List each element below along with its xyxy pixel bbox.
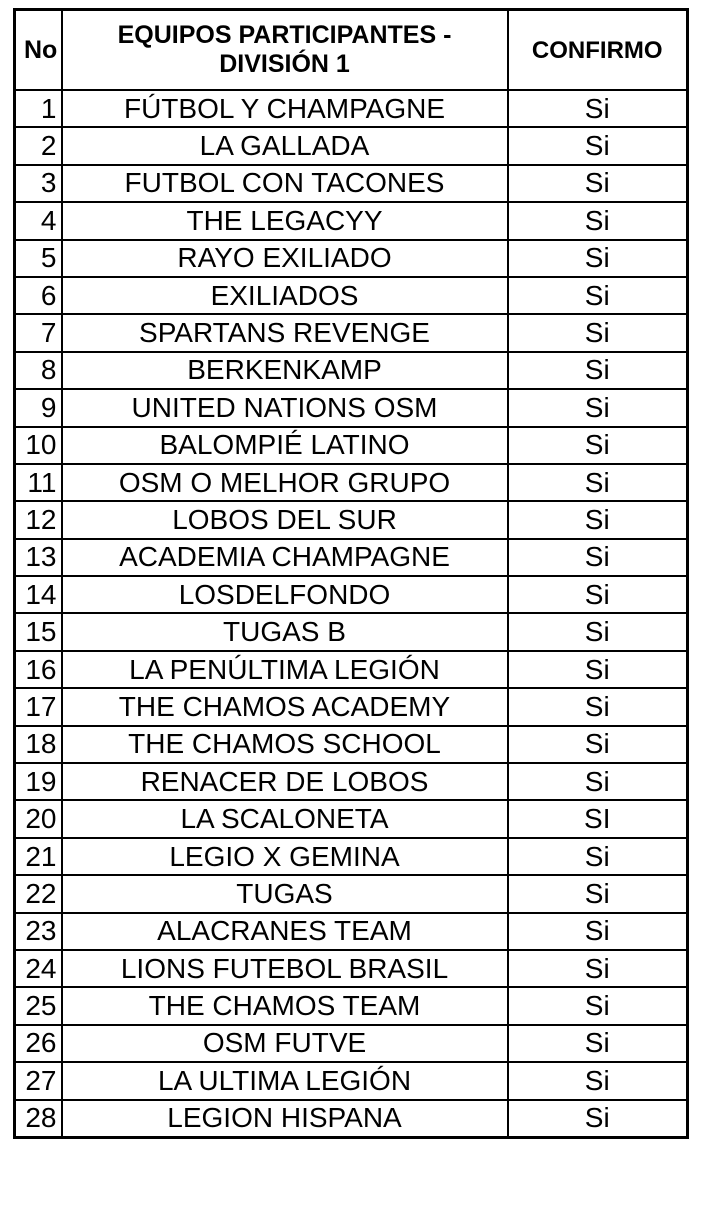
row-number: 27	[15, 1062, 62, 1099]
table-row	[15, 576, 688, 613]
confirm-status: Si	[508, 165, 688, 202]
confirm-status: Si	[508, 202, 688, 239]
row-number: 24	[15, 950, 62, 987]
row-number: 8	[15, 352, 62, 389]
teams-table	[13, 8, 689, 1139]
table-row	[15, 165, 688, 202]
confirm-status: Si	[508, 987, 688, 1024]
confirm-status: Si	[508, 240, 688, 277]
confirm-status: Si	[508, 314, 688, 351]
row-number: 12	[15, 501, 62, 538]
confirm-status: Si	[508, 1062, 688, 1099]
table-row	[15, 613, 688, 650]
confirm-status: Si	[508, 352, 688, 389]
row-number: 21	[15, 838, 62, 875]
team-name: THE CHAMOS TEAM	[62, 987, 508, 1024]
team-name: THE CHAMOS ACADEMY	[62, 688, 508, 725]
row-number: 18	[15, 726, 62, 763]
table-row	[15, 688, 688, 725]
confirm-status: Si	[508, 1100, 688, 1138]
table-row	[15, 763, 688, 800]
table-row	[15, 651, 688, 688]
team-name: THE LEGACYY	[62, 202, 508, 239]
header-row	[15, 10, 688, 91]
team-name: THE CHAMOS SCHOOL	[62, 726, 508, 763]
row-number: 23	[15, 913, 62, 950]
team-name: LA PENÚLTIMA LEGIÓN	[62, 651, 508, 688]
table-row	[15, 987, 688, 1024]
row-number: 17	[15, 688, 62, 725]
team-name: LA SCALONETA	[62, 800, 508, 837]
table-row	[15, 352, 688, 389]
row-number: 13	[15, 539, 62, 576]
confirm-status: Si	[508, 838, 688, 875]
row-number: 19	[15, 763, 62, 800]
team-name: BALOMPIÉ LATINO	[62, 427, 508, 464]
team-name: LEGIO X GEMINA	[62, 838, 508, 875]
team-name: LA ULTIMA LEGIÓN	[62, 1062, 508, 1099]
table-row	[15, 800, 688, 837]
table-row	[15, 501, 688, 538]
header-team: EQUIPOS PARTICIPANTES - DIVISIÓN 1	[62, 10, 508, 91]
team-name: OSM FUTVE	[62, 1025, 508, 1062]
row-number: 2	[15, 127, 62, 164]
team-name: ALACRANES TEAM	[62, 913, 508, 950]
header-confirm: CONFIRMO	[508, 10, 688, 91]
team-name: TUGAS B	[62, 613, 508, 650]
confirm-status: Si	[508, 576, 688, 613]
confirm-status: Si	[508, 277, 688, 314]
table-row	[15, 1025, 688, 1062]
row-number: 5	[15, 240, 62, 277]
row-number: 16	[15, 651, 62, 688]
confirm-status: Si	[508, 613, 688, 650]
row-number: 7	[15, 314, 62, 351]
team-name: UNITED NATIONS OSM	[62, 389, 508, 426]
team-name: SPARTANS REVENGE	[62, 314, 508, 351]
row-number: 25	[15, 987, 62, 1024]
table-row	[15, 240, 688, 277]
row-number: 11	[15, 464, 62, 501]
confirm-status: Si	[508, 90, 688, 127]
row-number: 3	[15, 165, 62, 202]
team-name: ACADEMIA CHAMPAGNE	[62, 539, 508, 576]
row-number: 15	[15, 613, 62, 650]
row-number: 4	[15, 202, 62, 239]
row-number: 6	[15, 277, 62, 314]
confirm-status: Si	[508, 501, 688, 538]
table-row	[15, 389, 688, 426]
confirm-status: Si	[508, 427, 688, 464]
confirm-status: Si	[508, 464, 688, 501]
table-row	[15, 913, 688, 950]
row-number: 14	[15, 576, 62, 613]
team-name: FUTBOL CON TACONES	[62, 165, 508, 202]
team-name: OSM O MELHOR GRUPO	[62, 464, 508, 501]
team-name: LEGION HISPANA	[62, 1100, 508, 1138]
table-row	[15, 838, 688, 875]
row-number: 10	[15, 427, 62, 464]
confirm-status: Si	[508, 763, 688, 800]
team-name: RENACER DE LOBOS	[62, 763, 508, 800]
row-number: 1	[15, 90, 62, 127]
team-name: LIONS FUTEBOL BRASIL	[62, 950, 508, 987]
confirm-status: Si	[508, 688, 688, 725]
confirm-status: Si	[508, 950, 688, 987]
header-no: No	[15, 10, 62, 91]
table-row	[15, 427, 688, 464]
row-number: 28	[15, 1100, 62, 1138]
team-name: RAYO EXILIADO	[62, 240, 508, 277]
table-row	[15, 726, 688, 763]
confirm-status: Si	[508, 875, 688, 912]
table-row	[15, 1062, 688, 1099]
row-number: 26	[15, 1025, 62, 1062]
team-name: LOBOS DEL SUR	[62, 501, 508, 538]
table-row	[15, 875, 688, 912]
table-row	[15, 950, 688, 987]
confirm-status: Si	[508, 726, 688, 763]
team-name: EXILIADOS	[62, 277, 508, 314]
confirm-status: Si	[508, 539, 688, 576]
table-row	[15, 202, 688, 239]
table-row	[15, 90, 688, 127]
confirm-status: Si	[508, 127, 688, 164]
team-name: FÚTBOL Y CHAMPAGNE	[62, 90, 508, 127]
team-name: LA GALLADA	[62, 127, 508, 164]
row-number: 22	[15, 875, 62, 912]
team-name: BERKENKAMP	[62, 352, 508, 389]
confirm-status: Si	[508, 1025, 688, 1062]
confirm-status: SI	[508, 800, 688, 837]
table-body	[15, 90, 688, 1137]
table-row	[15, 464, 688, 501]
table-row	[15, 539, 688, 576]
confirm-status: Si	[508, 913, 688, 950]
table-row	[15, 127, 688, 164]
confirm-status: Si	[508, 651, 688, 688]
row-number: 20	[15, 800, 62, 837]
row-number: 9	[15, 389, 62, 426]
team-name: LOSDELFONDO	[62, 576, 508, 613]
table-row	[15, 314, 688, 351]
team-name: TUGAS	[62, 875, 508, 912]
table-row	[15, 1100, 688, 1138]
confirm-status: Si	[508, 389, 688, 426]
table-row	[15, 277, 688, 314]
